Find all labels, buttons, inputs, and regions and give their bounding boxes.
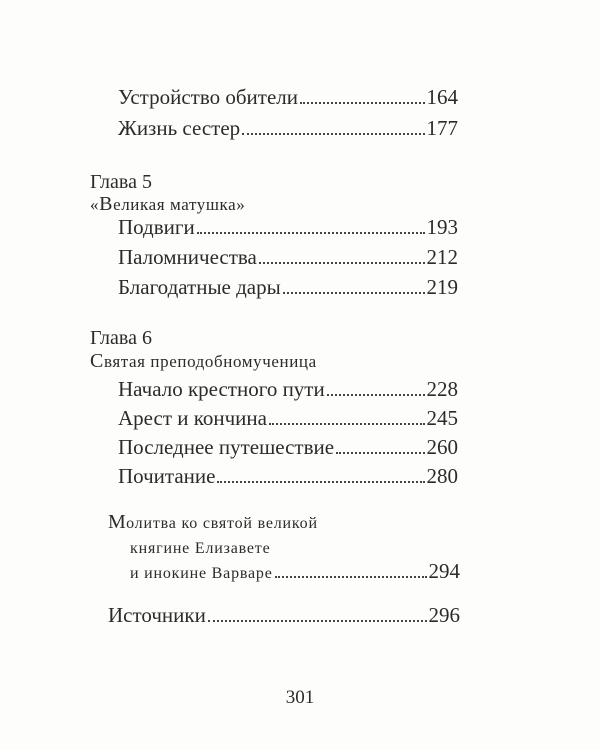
entry-page: 177 (426, 116, 458, 140)
chapter-5-label: Глава 5 (90, 171, 152, 193)
entry-label: Начало крестного пути (118, 377, 325, 401)
dot-leader (217, 480, 424, 483)
prayer-text: нягине Елизавете (138, 540, 271, 557)
toc-entry-sources (108, 602, 460, 628)
entry-page: 212 (426, 245, 458, 269)
toc-entry (118, 376, 458, 402)
entry-page: 245 (426, 406, 458, 430)
entry-page: 193 (426, 215, 458, 239)
entry-label: Благодатные дары (118, 275, 281, 299)
toc-entry (118, 244, 458, 270)
entry-label: Арест и кончина (118, 406, 267, 430)
toc-entry (118, 434, 458, 460)
title-rest: вятая преподобномученица (103, 352, 317, 371)
entry-page: 294 (428, 559, 460, 583)
dot-leader (197, 231, 425, 234)
toc-entry (118, 214, 458, 240)
chapter-5-title (90, 193, 245, 216)
toc-entry (118, 405, 458, 431)
entry-label (130, 558, 273, 587)
chapter-6-label: Глава 6 (90, 327, 152, 349)
entry-page: 164 (426, 85, 458, 109)
entry-label: Последнее путешествие (118, 435, 335, 459)
entry-label: Паломничества (118, 245, 257, 269)
entry-page: 296 (428, 603, 460, 627)
entry-page: 228 (426, 377, 458, 401)
prayer-capital: к (130, 540, 139, 557)
dot-leader (336, 451, 424, 454)
entry-page: 280 (426, 464, 458, 488)
dot-leader (327, 393, 425, 396)
dot-leader (283, 291, 425, 294)
chapter-6-title (90, 350, 317, 373)
entry-label: Почитание (118, 464, 216, 488)
entry-label: Подвиги (118, 215, 195, 239)
toc-entry (118, 463, 458, 489)
toc-entry-prayer (130, 558, 460, 587)
title-open-quote: « (90, 195, 100, 214)
entry-page: 219 (426, 275, 458, 299)
title-capital: С (90, 350, 104, 372)
entry-page: 260 (426, 435, 458, 459)
title-close-quote: » (236, 195, 246, 214)
title-capital: В (99, 193, 114, 215)
dot-leader (242, 132, 424, 135)
toc-entry (118, 84, 458, 110)
prayer-line-1 (108, 509, 318, 537)
page-number: 301 (285, 687, 315, 708)
dot-leader (269, 422, 425, 425)
entry-label: Устройство обители (118, 85, 298, 109)
entry-label: Жизнь сестер (118, 116, 241, 140)
dot-leader (275, 575, 427, 578)
prayer-text: арваре (223, 565, 273, 582)
dot-leader (208, 619, 427, 622)
toc-entry (118, 274, 458, 300)
prayer-capital: М (108, 511, 127, 533)
title-rest: еликая матушка (113, 195, 237, 214)
entry-label: Источники (108, 603, 206, 627)
prayer-text: и инокине В (130, 565, 224, 582)
toc-entry (118, 115, 458, 141)
prayer-text: олитва ко святой великой (126, 515, 318, 532)
dot-leader (259, 261, 425, 264)
dot-leader (300, 101, 425, 104)
